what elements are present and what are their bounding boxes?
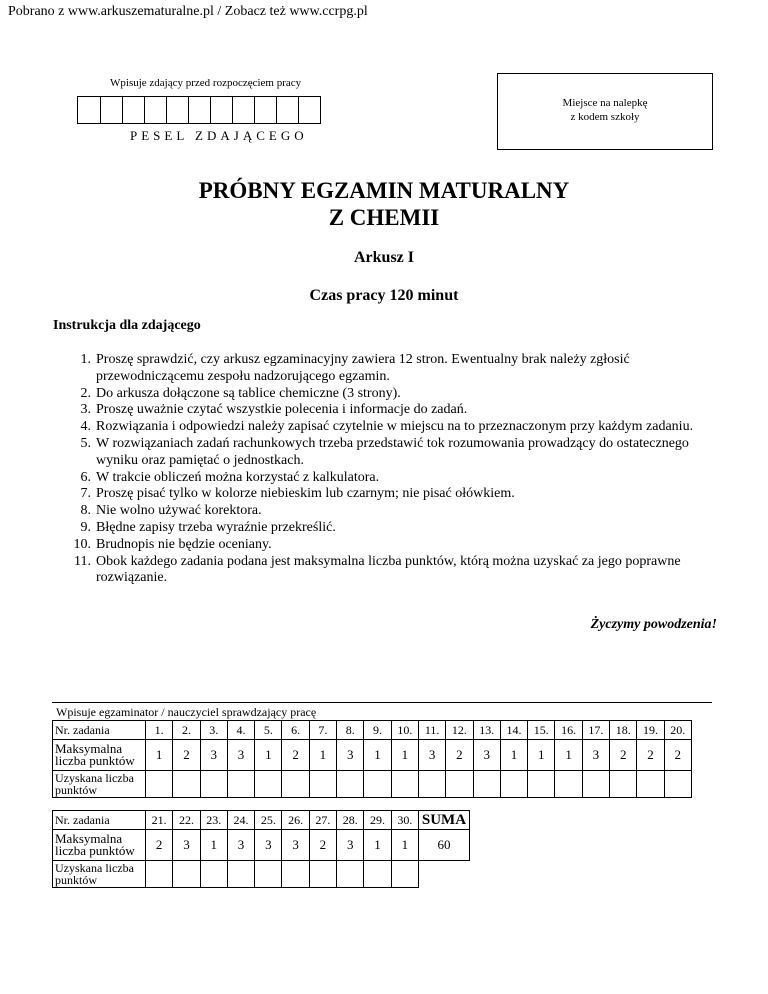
max-points: 1 [500, 740, 527, 771]
max-points: 3 [227, 740, 254, 771]
sum-label: SUMA [418, 811, 469, 830]
source-line: Pobrano z www.arkuszematuralne.pl / Zobacz też www.ccrpg.pl [8, 4, 368, 19]
earned-points-cell[interactable] [337, 861, 364, 888]
earned-points-cell[interactable] [664, 771, 691, 798]
instruction-text: Błędne zapisy trzeba wyraźnie przekreślić. [96, 519, 336, 535]
good-luck-wish: Życzymy powodzenia! [590, 617, 717, 632]
instruction-text: Proszę uważnie czytać wszystkie polecenia i informacje do zadań. [96, 402, 468, 418]
max-points: 1 [391, 740, 418, 771]
pesel-digit-box[interactable] [254, 97, 276, 123]
earned-points-cell[interactable] [391, 771, 418, 798]
instruction-number: 7. [80, 486, 91, 502]
instruction-text: W rozwiązaniach zadań rachunkowych trzeba przedstawić tok rozumowania prowadzący do ostatecznego wyniku oraz pamiętać o jednostkach. [96, 435, 689, 468]
instruction-number: 8. [80, 503, 91, 519]
instruction-item [70, 436, 730, 470]
score-table-2 [52, 810, 470, 888]
row-label-max: Maksymalna liczba punktów [53, 740, 146, 771]
task-number: 4. [227, 721, 254, 740]
max-points: 2 [664, 740, 691, 771]
max-points: 1 [555, 740, 582, 771]
task-number: 25. [255, 811, 282, 830]
pesel-digit-box[interactable] [78, 97, 100, 123]
instruction-text: Brudnopis nie będzie oceniany. [96, 536, 272, 552]
task-number: 20. [664, 721, 691, 740]
instruction-text: Do arkusza dołączone są tablice chemiczne (3 strony). [96, 385, 401, 401]
instruction-item [70, 402, 730, 419]
instructions-heading: Instrukcja dla zdającego [53, 318, 201, 333]
task-number: 22. [173, 811, 200, 830]
school-box-line1: Miejsce na nalepkę [562, 97, 648, 109]
max-points: 2 [146, 830, 173, 861]
earned-points-cell[interactable] [610, 771, 637, 798]
instruction-item [70, 554, 730, 588]
task-number: 8. [337, 721, 364, 740]
task-number: 16. [555, 721, 582, 740]
instruction-number: 5. [80, 435, 91, 451]
row-label-task: Nr. zadania [53, 721, 146, 740]
sheet-label: Arkusz I [353, 249, 414, 266]
earned-points-cell[interactable] [309, 771, 336, 798]
earned-points-cell[interactable] [227, 861, 254, 888]
instruction-number: 10. [73, 536, 91, 552]
max-points: 3 [473, 740, 500, 771]
task-number: 11. [418, 721, 445, 740]
max-points: 1 [146, 740, 173, 771]
instruction-text: W trakcie obliczeń można korzystać z kalkulatora. [96, 469, 380, 485]
task-number: 19. [637, 721, 664, 740]
instruction-number: 11. [74, 553, 91, 569]
task-number: 18. [610, 721, 637, 740]
task-number: 14. [500, 721, 527, 740]
earned-points-cell[interactable] [528, 771, 555, 798]
pesel-digit-box[interactable] [298, 97, 320, 123]
max-points: 1 [391, 830, 418, 861]
task-number: 15. [528, 721, 555, 740]
earned-points-cell[interactable] [255, 771, 282, 798]
exam-time: Czas pracy 120 minut [309, 287, 459, 304]
earned-points-cell[interactable] [364, 861, 391, 888]
school-sticker-box [497, 73, 713, 150]
earned-points-cell[interactable] [555, 771, 582, 798]
earned-points-cell[interactable] [146, 861, 173, 888]
task-number: 10. [391, 721, 418, 740]
task-number: 7. [309, 721, 336, 740]
task-number: 5. [255, 721, 282, 740]
instruction-item [70, 486, 730, 503]
task-number: 13. [473, 721, 500, 740]
earned-points-cell[interactable] [309, 861, 336, 888]
task-number: 9. [364, 721, 391, 740]
pesel-note: Wpisuje zdający przed rozpoczęciem pracy [110, 77, 302, 89]
max-points: 3 [173, 830, 200, 861]
task-number: 29. [364, 811, 391, 830]
earned-points-cell[interactable] [637, 771, 664, 798]
task-number: 27. [309, 811, 336, 830]
earned-points-cell[interactable] [200, 861, 227, 888]
instruction-number: 2. [80, 385, 91, 401]
earned-points-cell[interactable] [227, 771, 254, 798]
instruction-item [70, 386, 730, 403]
pesel-label: PESEL ZDAJĄCEGO [130, 128, 308, 143]
earned-points-cell[interactable] [282, 861, 309, 888]
instruction-item [70, 352, 730, 386]
grader-note: Wpisuje egzaminator / nauczyciel sprawdzający pracę [56, 705, 317, 719]
pesel-digit-box[interactable] [100, 97, 122, 123]
task-number: 12. [446, 721, 473, 740]
earned-points-cell[interactable] [200, 771, 227, 798]
task-number: 21. [146, 811, 173, 830]
max-points: 1 [364, 740, 391, 771]
instructions-list [70, 352, 730, 587]
instruction-text: Nie wolno używać korektora. [96, 503, 262, 519]
instruction-number: 6. [80, 469, 91, 485]
task-number: 1. [146, 721, 173, 740]
max-points: 1 [528, 740, 555, 771]
task-number: 3. [200, 721, 227, 740]
pesel-digit-box[interactable] [166, 97, 188, 123]
exam-subject: Z CHEMII [328, 205, 440, 230]
instruction-item [70, 537, 730, 554]
row-label-max: Maksymalna liczba punktów [53, 830, 146, 861]
earned-points-cell[interactable] [173, 771, 200, 798]
task-number: 6. [282, 721, 309, 740]
max-points: 1 [200, 830, 227, 861]
school-box-line2: z kodem szkoły [570, 111, 640, 123]
earned-points-cell[interactable] [391, 861, 418, 888]
max-points: 2 [637, 740, 664, 771]
max-points: 1 [309, 740, 336, 771]
max-points: 2 [309, 830, 336, 861]
task-number: 2. [173, 721, 200, 740]
instruction-number: 3. [80, 402, 91, 418]
pesel-digit-box[interactable] [210, 97, 232, 123]
pesel-digit-box[interactable] [188, 97, 210, 123]
divider [52, 702, 712, 703]
max-points: 2 [282, 740, 309, 771]
earned-points-cell[interactable] [364, 771, 391, 798]
task-number: 24. [227, 811, 254, 830]
max-points: 3 [227, 830, 254, 861]
earned-points-cell[interactable] [418, 771, 445, 798]
task-number: 23. [200, 811, 227, 830]
max-points: 2 [446, 740, 473, 771]
instruction-text: Obok każdego zadania podana jest maksymalna liczba punktów, którą można uzyskać za jego poprawne rozwiązanie. [96, 553, 681, 586]
task-number: 17. [582, 721, 609, 740]
earned-points-cell[interactable] [446, 771, 473, 798]
max-points: 3 [337, 830, 364, 861]
task-number: 26. [282, 811, 309, 830]
instruction-text: Proszę sprawdzić, czy arkusz egzaminacyjny zawiera 12 stron. Ewentualny brak należy zgłosić przewodniczącemu zespołu nadzorującego egzamin. [96, 352, 630, 384]
max-points: 3 [282, 830, 309, 861]
row-label-got: Uzyskana liczba punktów [53, 771, 146, 798]
earned-points-cell[interactable] [473, 771, 500, 798]
earned-points-cell[interactable] [146, 771, 173, 798]
row-label-got: Uzyskana liczba punktów [53, 861, 146, 888]
instruction-number: 4. [80, 419, 91, 435]
max-points: 3 [337, 740, 364, 771]
earned-points-cell[interactable] [500, 771, 527, 798]
max-points: 1 [255, 740, 282, 771]
instruction-number: 1. [80, 352, 91, 367]
max-points: 3 [255, 830, 282, 861]
task-number: 30. [391, 811, 418, 830]
sum-earned-cell [418, 861, 469, 888]
instruction-item [70, 419, 730, 436]
max-points: 3 [582, 740, 609, 771]
instruction-text: Rozwiązania i odpowiedzi należy zapisać czytelnie w miejscu na to przeznaczonym przy każdym zadaniu. [96, 419, 694, 435]
earned-points-cell[interactable] [582, 771, 609, 798]
max-points: 2 [173, 740, 200, 771]
instruction-text: Proszę pisać tylko w kolorze niebieskim lub czarnym; nie pisać ołówkiem. [96, 486, 515, 502]
instruction-item [70, 470, 730, 487]
max-points: 3 [418, 740, 445, 771]
earned-points-cell[interactable] [173, 861, 200, 888]
instruction-item [70, 503, 730, 520]
pesel-digit-box[interactable] [122, 97, 144, 123]
max-points: 3 [200, 740, 227, 771]
earned-points-cell[interactable] [255, 861, 282, 888]
max-points: 2 [610, 740, 637, 771]
instruction-item [70, 520, 730, 537]
pesel-digit-box[interactable] [232, 97, 254, 123]
earned-points-cell[interactable] [337, 771, 364, 798]
exam-title: PRÓBNY EGZAMIN MATURALNY [198, 178, 570, 203]
pesel-digit-box[interactable] [276, 97, 298, 123]
pesel-digit-box[interactable] [144, 97, 166, 123]
row-label-task: Nr. zadania [53, 811, 146, 830]
earned-points-cell[interactable] [282, 771, 309, 798]
score-table-1 [52, 720, 692, 798]
instruction-number: 9. [80, 519, 91, 535]
max-points: 1 [364, 830, 391, 861]
task-number: 28. [337, 811, 364, 830]
sum-max-points: 60 [418, 830, 469, 861]
pesel-input-boxes[interactable] [77, 96, 321, 124]
